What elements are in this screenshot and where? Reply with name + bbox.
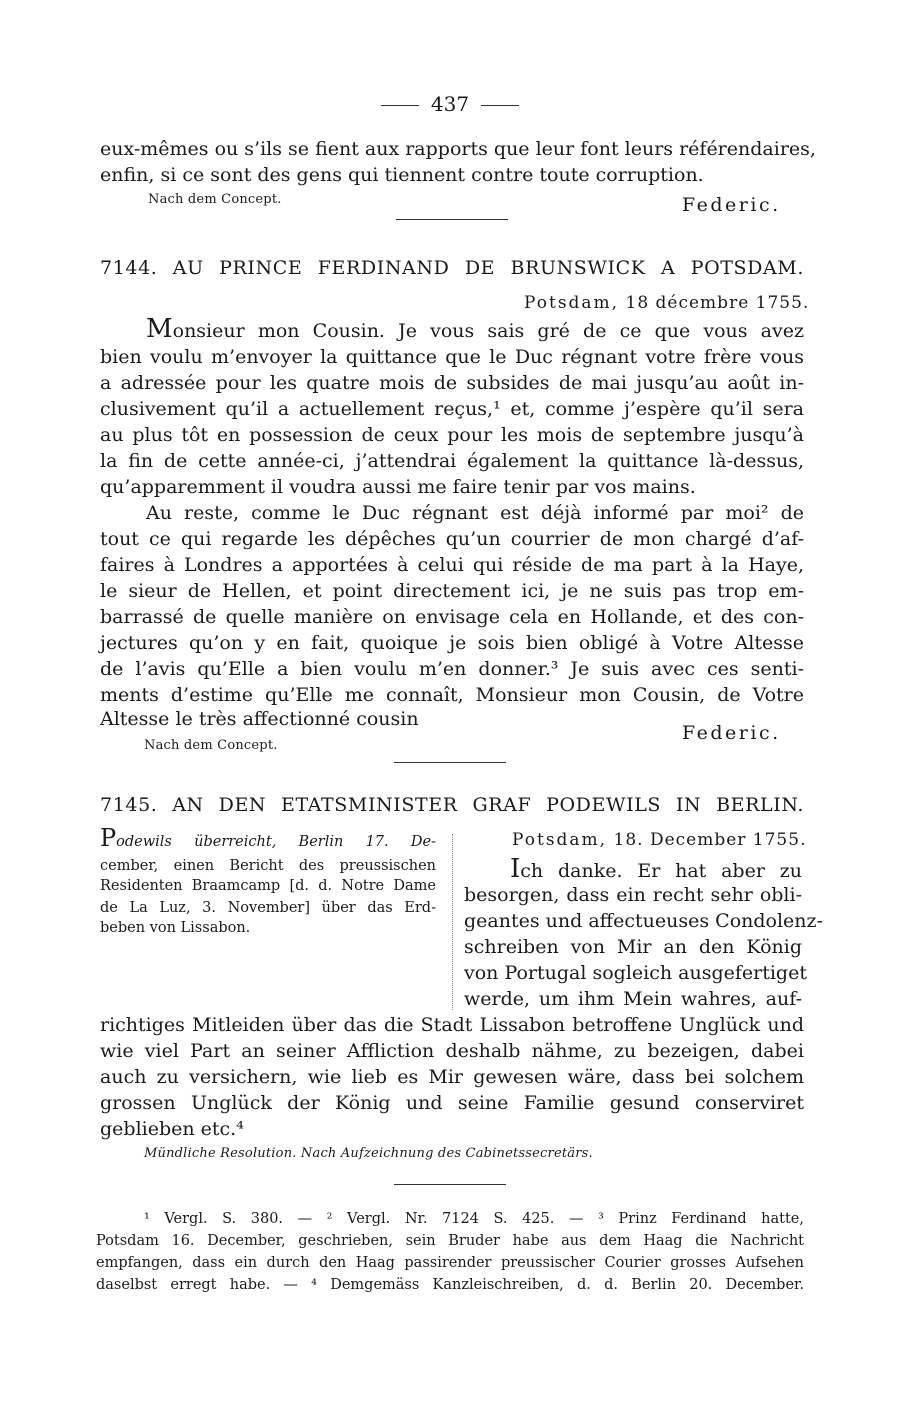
letter-heading: 7145. AN DEN ETATSMINISTER GRAF PODEWILS IN BERLIN. <box>100 794 804 816</box>
text-line: barrassé de quelle manière on envisage cela en Hollande, et des con- <box>100 606 804 628</box>
text-line: von Portugal sogleich ausgefertiget <box>464 962 807 984</box>
text-line: schreiben von Mir an den König <box>464 936 802 958</box>
footnote-line: daselbst erregt habe. — ⁴ Demgemäss Kanzleischreiben, d. d. Berlin 20. December. <box>96 1277 804 1293</box>
separator-rule <box>394 1184 506 1185</box>
text-line: a adressée pour les quatre mois de subsides de mai jusqu’au août in- <box>100 372 804 394</box>
dateline-date: 18 décembre 1755. <box>625 293 810 313</box>
letter-first-line <box>510 856 802 884</box>
source-note: Nach dem Concept. <box>144 738 278 753</box>
text-line: enfin, si ce sont des gens qui tiennent contre toute corruption. <box>100 164 704 186</box>
signature: Federic. <box>682 194 781 216</box>
text-line: Altesse le très affectionné cousin <box>100 708 419 730</box>
text-line: richtiges Mitleiden über das die Stadt Lissabon betroffene Unglück und <box>100 1014 804 1036</box>
text-line: au plus tôt en possession de ceux pour les mois de septembre jusqu’à <box>100 424 804 446</box>
text-line: auch zu versichern, wie lieb es Mir gewesen wäre, dass bei solchem <box>100 1066 804 1088</box>
text-line: besorgen, dass ein recht sehr obli- <box>464 884 802 906</box>
page-number-dash-left <box>381 105 419 106</box>
dateline-place: Potsdam, <box>524 293 620 313</box>
initial-letter: M <box>146 314 173 344</box>
separator-rule <box>396 219 508 220</box>
letter-heading: 7144. AU PRINCE FERDINAND DE BRUNSWICK A POTSDAM. <box>100 257 804 279</box>
summary-line: beben von Lissabon. <box>100 920 251 936</box>
text-line: clusivement qu’il a actuellement reçus,¹ et, comme j’espère qu’il sera <box>100 398 804 420</box>
summary-line: cember, einen Bericht des preussischen <box>100 858 436 874</box>
text-line: geblieben etc.⁴ <box>100 1118 244 1140</box>
separator-rule <box>394 762 506 763</box>
page-number-dash-right <box>481 105 519 106</box>
dateline-place: Potsdam, <box>512 830 608 850</box>
summary-first-line <box>100 824 436 852</box>
source-note: Nach dem Concept. <box>148 192 282 207</box>
summary-line: de La Luz, 3. November] über das Erd- <box>100 900 436 916</box>
initial-letter: P <box>100 824 117 852</box>
text-line: de l’avis qu’Elle a bien voulu m’en donner.³ Je suis avec ces senti- <box>100 658 804 680</box>
text-line: eux-mêmes ou s’ils se fient aux rapports que leur font leurs référendaires, <box>100 138 816 160</box>
dateline <box>512 830 806 850</box>
footnote-line: empfangen, dass ein durch den Haag passirender preussischer Courier grosses Aufsehen <box>96 1255 804 1271</box>
text-line: onsieur mon Cousin. Je vous sais gré de ce que vous avez <box>172 320 804 342</box>
text-line: Au reste, comme le Duc régnant est déjà informé par moi² de <box>146 502 804 524</box>
text-line: ch danke. Er hat aber zu <box>520 860 802 882</box>
text-line: wie viel Part an seiner Affliction deshalb nähme, zu bezeigen, dabei <box>100 1040 804 1062</box>
text-line: tout ce qui regarde les dépêches qu’un courrier de mon chargé d’af- <box>100 528 804 550</box>
text-line: le sieur de Hellen, et point directement ici, je ne suis pas trop em- <box>100 580 804 602</box>
text-line: grossen Unglück der König und seine Familie gesund conserviret <box>100 1092 804 1114</box>
footnote-line: Potsdam 16. December, geschrieben, sein Bruder habe aus dem Haag die Nachricht <box>96 1233 804 1249</box>
column-divider <box>452 834 453 1010</box>
summary-line: Residenten Braamcamp [d. d. Notre Dame <box>100 878 436 894</box>
page-number-text: 437 <box>430 92 470 116</box>
initial-letter: I <box>510 854 521 884</box>
text-line: werde, um ihm Mein wahres, auf- <box>464 988 802 1010</box>
text-line: la fin de cette année-ci, j’attendrai également la quittance là-dessus, <box>100 450 804 472</box>
text-line: qu’apparemment il voudra aussi me faire tenir par vos mains. <box>100 476 696 498</box>
text-line: faires à Londres a apportées à celui qui réside de ma part à la Haye, <box>100 554 804 576</box>
summary-line: odewils überreicht, Berlin 17. De- <box>116 834 436 850</box>
source-note: Mündliche Resolution. Nach Aufzeichnung des Cabinetssecretärs. <box>144 1146 593 1161</box>
footnote-line: ¹ Vergl. S. 380. — ² Vergl. Nr. 7124 S. 425. — ³ Prinz Ferdinand hatte, <box>144 1211 804 1227</box>
text-line: bien voulu m’envoyer la quittance que le Duc régnant votre frère vous <box>100 346 804 368</box>
text-line: geantes und affectueuses Condolenz- <box>464 910 823 932</box>
dateline <box>524 293 809 313</box>
page-number <box>0 92 900 116</box>
dateline-date: 18. December 1755. <box>613 830 807 850</box>
text-line: jectures qu’on y en fait, quoique je sois bien obligé à Votre Altesse <box>100 632 804 654</box>
letter-first-line <box>146 316 804 344</box>
signature: Federic. <box>682 722 781 744</box>
text-line: ments d’estime qu’Elle me connaît, Monsieur mon Cousin, de Votre <box>100 684 804 706</box>
